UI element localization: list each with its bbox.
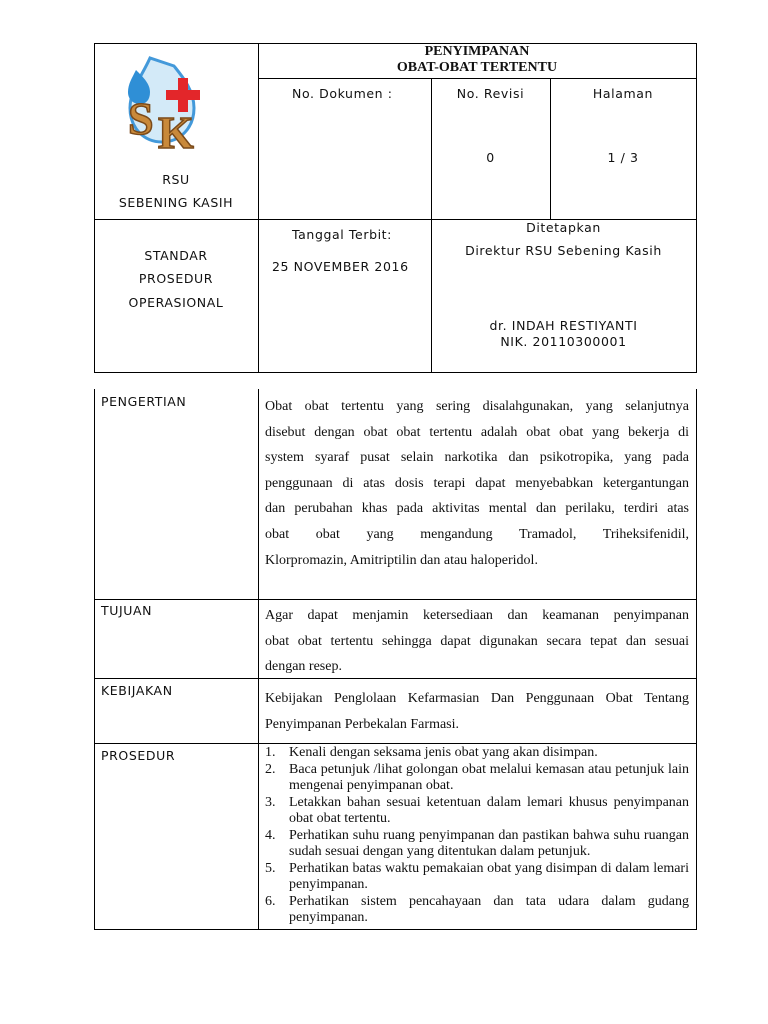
list-item-number: 6. <box>265 893 276 909</box>
list-item <box>265 894 689 927</box>
ditetapkan-label: Ditetapkan <box>526 220 601 235</box>
list-item-number: 1. <box>265 745 276 760</box>
header-bottom-border <box>94 372 697 373</box>
content-col-divider <box>258 389 259 930</box>
list-item-text: Perhatikan sistem pencahayaan dan tata udara dalam gudang penyimpanan. <box>289 893 689 925</box>
pengertian-line: penggunaan di atas dosis terapi dapat menyebabkan ketergantungan <box>265 475 689 491</box>
pengertian-line: dan perubahan khas pada aktivitas mental dan perilaku, terdiri atas <box>265 501 689 517</box>
list-item <box>265 795 689 828</box>
kebijakan-line: Kebijakan Penglolaan Kefarmasian Dan Penggunaan Obat Tentang <box>265 691 689 706</box>
pengertian-line: disebut dengan obat obat tertentu adalah obat obat yang bekerja di <box>265 424 689 440</box>
svg-text:S: S <box>128 93 154 144</box>
list-item-number: 4. <box>265 827 276 843</box>
spo-line3: OPERASIONAL <box>128 295 224 310</box>
list-item-number: 5. <box>265 860 276 876</box>
org-name-line2: SEBENING KASIH <box>118 195 234 210</box>
tujuan-line: obat obat tertentu sehingga dapat digunakan secara tepat dan sesuai <box>265 633 689 649</box>
halaman-value: 1 / 3 <box>607 150 639 165</box>
content-divider-3 <box>94 743 697 744</box>
direktur-label: Direktur RSU Sebening Kasih <box>465 243 662 258</box>
tanggal-terbit-value: 25 NOVEMBER 2016 <box>272 259 409 274</box>
list-item-text: Kenali dengan seksama jenis obat yang akan disimpan. <box>289 745 598 760</box>
no-dokumen-label: No. Dokumen : <box>292 86 393 101</box>
list-item-text: Perhatikan suhu ruang penyimpanan dan pastikan bahwa suhu ruangan sudah sesuai dengan yang ditentukan dalam petunjuk. <box>289 827 689 859</box>
hospital-logo <box>122 56 212 158</box>
kebijakan-label: KEBIJAKAN <box>101 683 173 698</box>
org-name-line1: RSU <box>162 172 190 187</box>
pengertian-line: Obat obat tertentu yang sering disalahgunakan, yang selanjutnya <box>265 399 689 414</box>
content-bottom-border <box>94 929 697 930</box>
signer-name: dr. INDAH RESTIYANTI <box>489 318 638 333</box>
pengertian-line: obat obat yang mengandung Tramadol, Triheksifenidil, <box>265 526 689 542</box>
header-col-divider <box>258 43 259 373</box>
list-item-number: 3. <box>265 794 276 810</box>
content-divider-1 <box>94 599 697 600</box>
signer-nik: NIK. 20110300001 <box>500 334 627 349</box>
pengertian-label: PENGERTIAN <box>101 394 187 409</box>
header-right-border <box>696 43 697 373</box>
prosedur-label: PROSEDUR <box>101 748 176 763</box>
list-item <box>265 861 689 894</box>
doc-title-line1: PENYIMPANAN <box>424 44 530 59</box>
spo-line1: STANDAR <box>144 248 208 263</box>
content-left-border <box>94 389 95 930</box>
list-item <box>265 762 689 795</box>
pengertian-line: Klorpromazin, Amitriptilin dan atau haloperidol. <box>265 552 538 568</box>
prosedur-list <box>265 745 689 927</box>
list-item <box>265 745 689 762</box>
content-right-border <box>696 389 697 930</box>
pengertian-line: system syaraf pusat selain narkotika dan psikotropika, yang pada <box>265 450 689 466</box>
kebijakan-line: Penyimpanan Perbekalan Farmasi. <box>265 716 460 732</box>
no-revisi-label: No. Revisi <box>456 86 525 101</box>
no-revisi-value: 0 <box>486 150 495 165</box>
list-item-text: Baca petunjuk /lihat golongan obat melalui kemasan atau petunjuk lain mengenai penyimpanan obat. <box>289 761 689 793</box>
tujuan-text <box>265 603 689 680</box>
doc-title-line2: OBAT-OBAT TERTENTU <box>396 60 558 75</box>
spo-line2: PROSEDUR <box>138 271 214 286</box>
list-item <box>265 828 689 861</box>
list-item-text: Letakkan bahan sesuai ketentuan dalam lemari khusus penyimpanan obat obat tertentu. <box>289 794 689 826</box>
tujuan-label: TUJUAN <box>101 603 153 618</box>
halaman-label: Halaman <box>592 86 654 101</box>
list-item-number: 2. <box>265 761 276 777</box>
svg-text:K: K <box>158 107 194 158</box>
header-title-divider <box>258 78 697 79</box>
tujuan-line: Agar dapat menjamin ketersediaan dan keamanan penyimpanan <box>265 608 689 623</box>
pengertian-text <box>265 394 689 573</box>
list-item-text: Perhatikan batas waktu pemakaian obat yang disimpan di dalam lemari penyimpanan. <box>289 860 689 892</box>
tanggal-terbit-label: Tanggal Terbit: <box>292 227 392 242</box>
tujuan-line: dengan resep. <box>265 659 342 675</box>
kebijakan-text <box>265 686 689 737</box>
